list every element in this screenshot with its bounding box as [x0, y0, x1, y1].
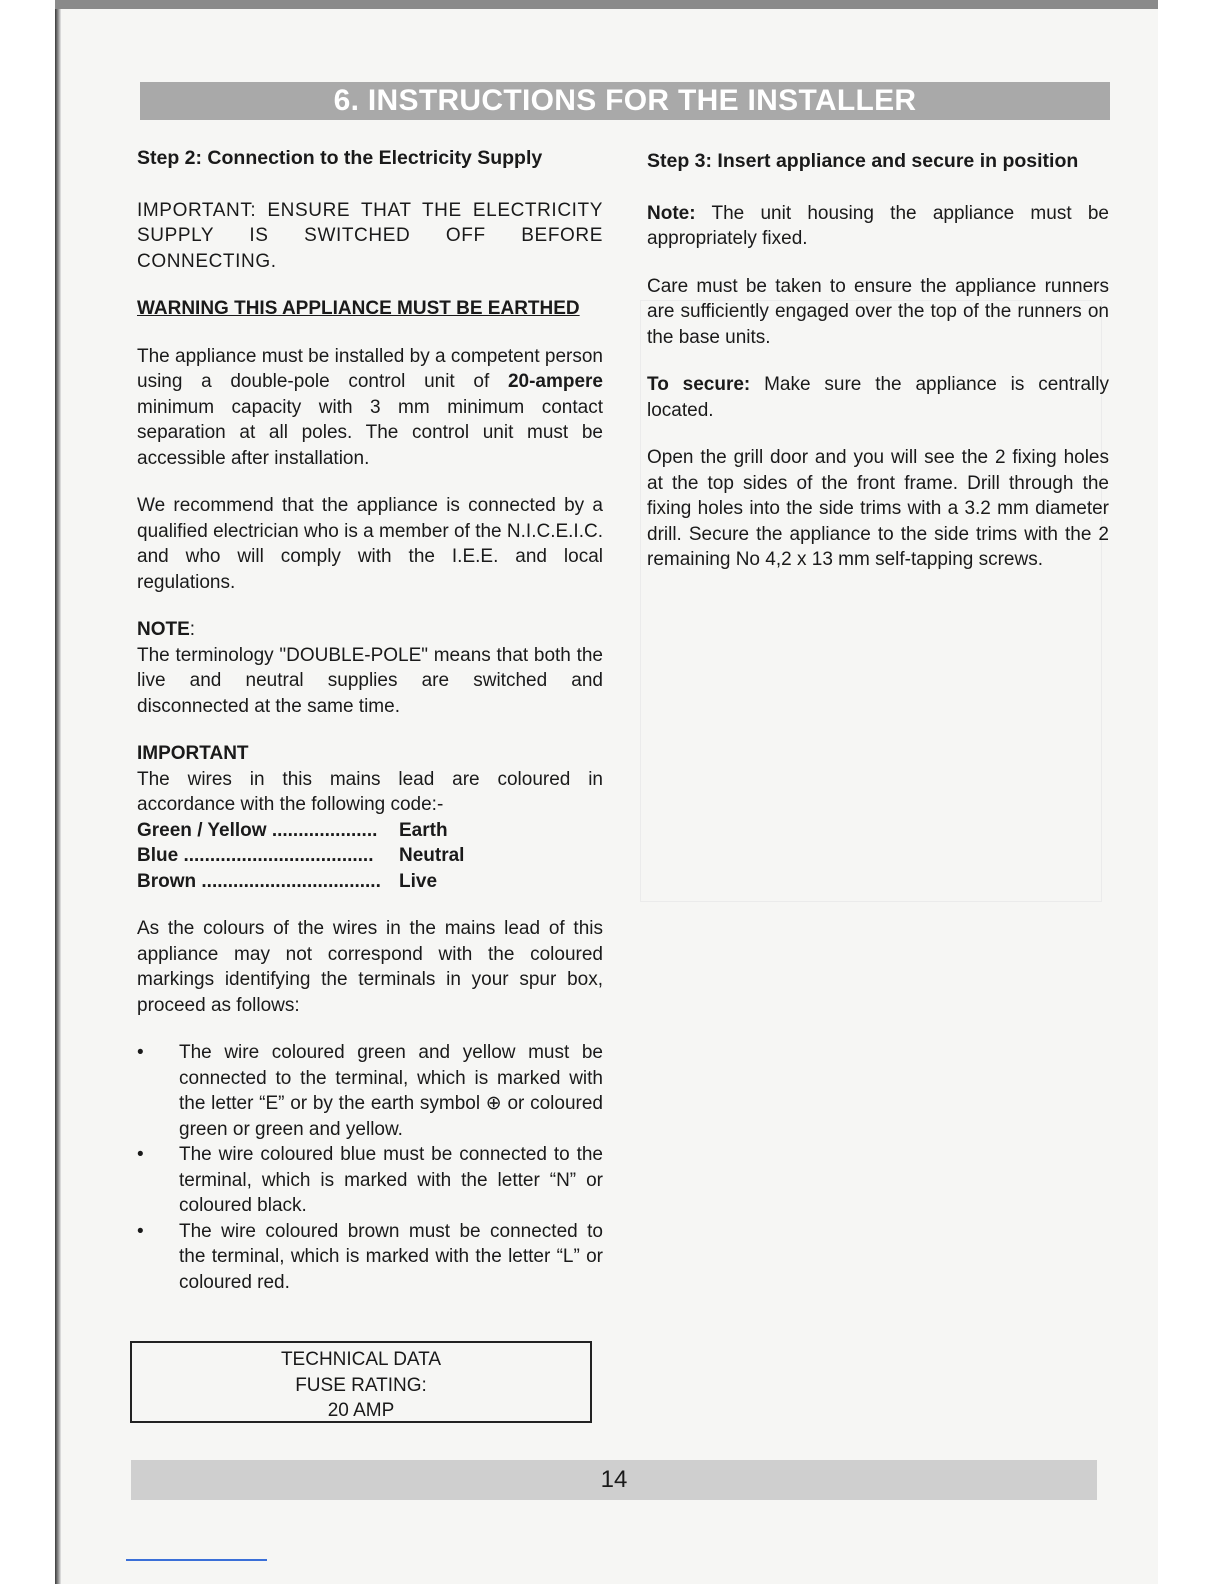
- install-text-2: minimum capacity with 3 mm minimum contact separation at all poles. The control unit must be accessible after installation.: [137, 396, 603, 469]
- list-item: [137, 1040, 603, 1142]
- note-heading: [137, 617, 603, 643]
- list-item: [137, 1219, 603, 1296]
- install-text-1: The appliance must be installed by a competent person using a double-pole control unit of: [137, 345, 603, 392]
- wire-function: Live: [399, 870, 438, 892]
- note-body: The unit housing the appliance must be appropriately fixed.: [647, 202, 1109, 249]
- earth-warning: WARNING THIS APPLIANCE MUST BE EARTHED: [137, 298, 580, 319]
- wire-colour: Green / Yellow ....................: [137, 819, 378, 841]
- bullet-text: The wire coloured blue must be connected to the terminal, which is marked with the letter “N” or coloured black.: [179, 1144, 603, 1216]
- fixing-paragraph: Open the grill door and you will see the 2 fixing holes at the top sides of the front frame. Drill through the fixing holes into the side trims with a 3.2 mm diameter drill. Secure the appliance to the side trims with the 2 remaining No 4,2 x 13 mm self-tapping screws.: [647, 447, 1109, 570]
- scan-margin-left: [0, 0, 55, 1584]
- wiring-list: [137, 1040, 603, 1295]
- bullet-icon: •: [137, 1220, 144, 1242]
- install-ampere: 20-ampere: [507, 371, 603, 392]
- step3-heading: Step 3: Insert appliance and secure in position: [647, 150, 1079, 172]
- left-column: [137, 146, 603, 1295]
- important-text: The wires in this mains lead are coloured in accordance with the following code:-: [137, 768, 603, 815]
- wire-colour: Blue ....................................: [137, 845, 374, 866]
- important-heading: IMPORTANT: [137, 743, 249, 764]
- important-caps-text: IMPORTANT: ENSURE THAT THE ELECTRICITY SUPPLY IS SWITCHED OFF BEFORE CONNECTING.: [137, 199, 603, 272]
- bullet-icon: •: [137, 1144, 144, 1165]
- bullet-text: The wire coloured green and yellow must be connected to the terminal, which is marked with the letter “E” or by the earth symbol ⊕ or coloured green or green and yellow.: [179, 1042, 603, 1140]
- list-item: [137, 1142, 603, 1219]
- tech-title: TECHNICAL DATA: [280, 1349, 442, 1370]
- wire-row: [137, 869, 603, 895]
- housing-note: [647, 201, 1109, 252]
- recommend-paragraph: We recommend that the appliance is connected by a qualified electrician who is a member of the N.I.C.E.I.C. and who will comply with the I.E.E. and local regulations.: [137, 495, 603, 593]
- right-column: [647, 149, 1109, 573]
- scan-top-edge: [55, 0, 1158, 9]
- note-label: Note:: [647, 202, 696, 224]
- page-number: 14: [131, 1460, 1097, 1500]
- wire-row: [137, 843, 603, 869]
- fuse-value: 20 AMP: [327, 1400, 395, 1421]
- section-title: 6. INSTRUCTIONS FOR THE INSTALLER: [140, 82, 1110, 120]
- secure-paragraph: [647, 372, 1109, 423]
- colours-intro: As the colours of the wires in the mains lead of this appliance may not correspond with the coloured markings identifying the terminals in your spur box, proceed as follows:: [137, 918, 603, 1016]
- secure-label: To secure:: [647, 374, 751, 395]
- technical-data-box: [130, 1341, 592, 1423]
- bullet-text: The wire coloured brown must be connected to the terminal, which is marked with the letter “L” or coloured red.: [179, 1220, 603, 1293]
- install-paragraph: [137, 344, 603, 472]
- scan-margin-right: [1158, 0, 1224, 1584]
- scan-blue-mark: [126, 1559, 267, 1561]
- note-title: NOTE: [137, 619, 190, 640]
- wire-function: Earth: [399, 819, 448, 841]
- bullet-icon: •: [137, 1042, 144, 1063]
- runners-paragraph: Care must be taken to ensure the appliance runners are sufficiently engaged over the top of the runners on the base units.: [647, 275, 1109, 348]
- secure-body: Make sure the appliance is centrally located.: [647, 374, 1109, 421]
- wire-colour: Brown ..................................: [137, 870, 381, 892]
- fuse-label: FUSE RATING:: [295, 1374, 427, 1396]
- note-colon: :: [189, 619, 196, 640]
- note-text: The terminology "DOUBLE-POLE" means that both the live and neutral supplies are switched and disconnected at the same time.: [137, 644, 603, 717]
- wire-row: [137, 818, 603, 844]
- wire-function: Neutral: [399, 845, 465, 866]
- step2-heading: Step 2: Connection to the Electricity Supply: [137, 147, 543, 169]
